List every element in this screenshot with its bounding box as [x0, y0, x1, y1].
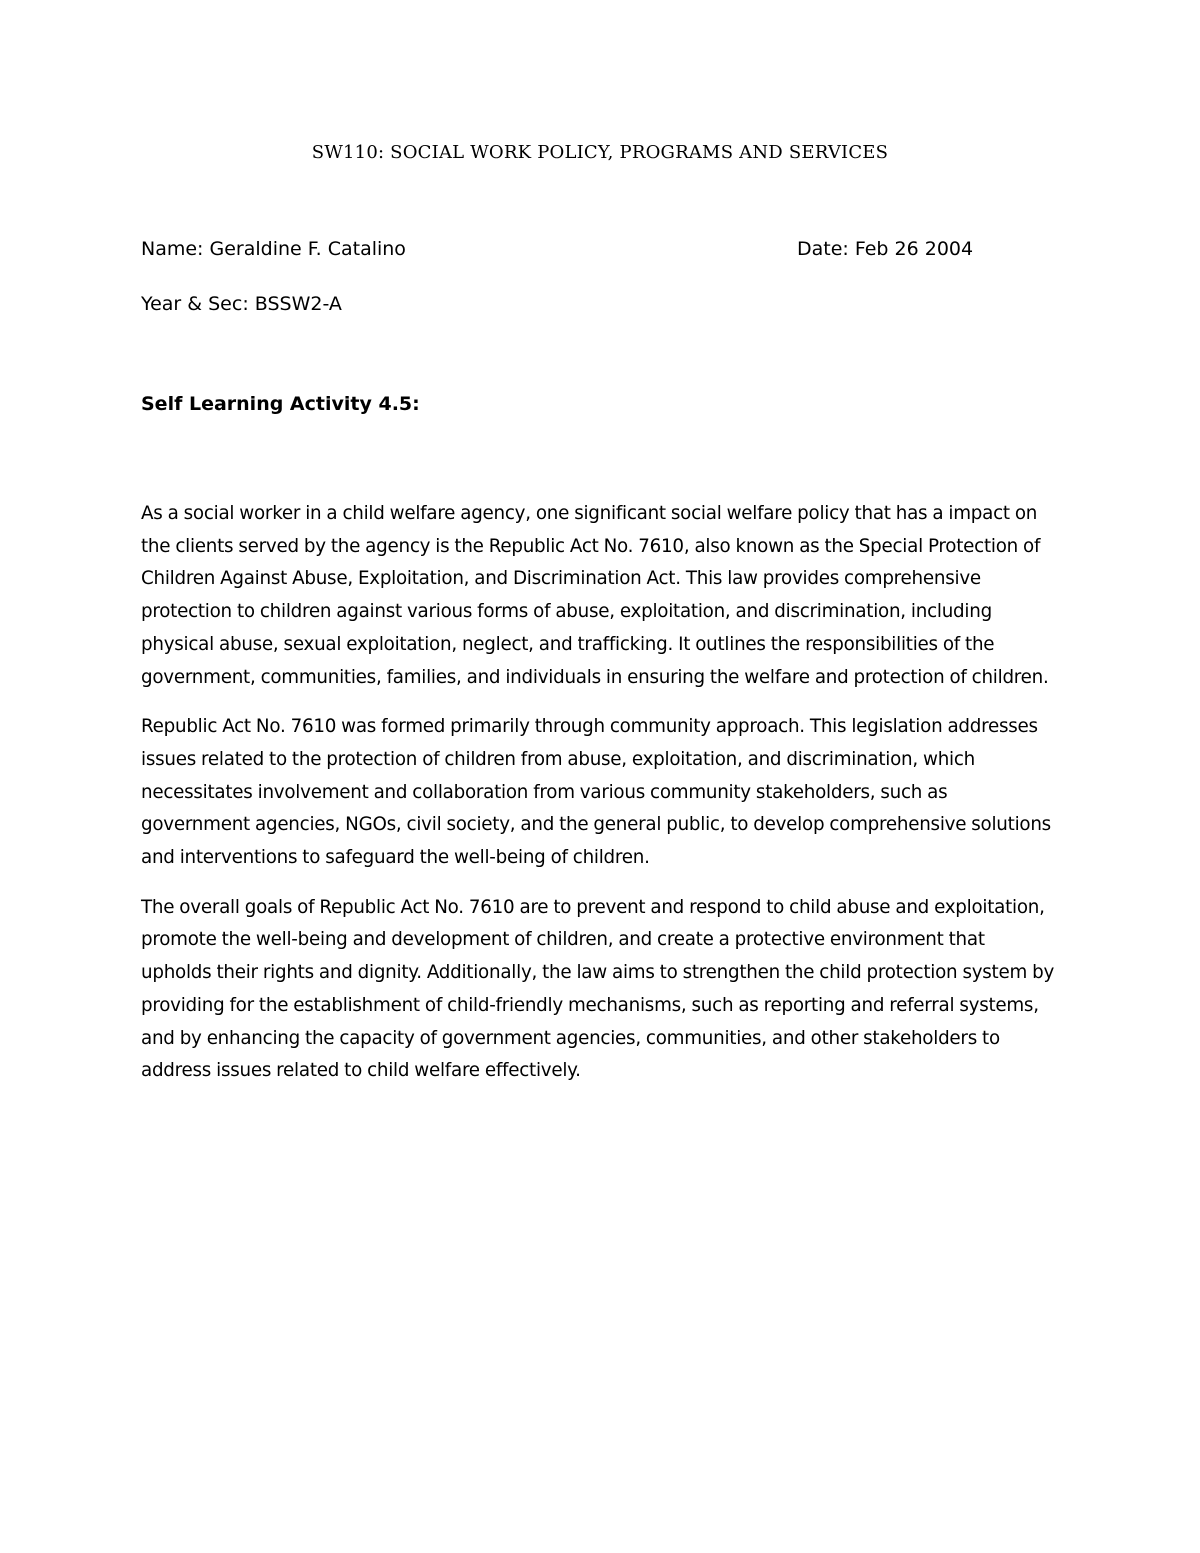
course-title: SW110: SOCIAL WORK POLICY, PROGRAMS AND SERVICES — [311, 142, 889, 163]
essay-paragraph: Republic Act No. 7610 was formed primarily through community approach. This legislation addresses issues related to the protection of children from abuse, exploitation, and discrimination, which necessitates involvement and collaboration from various community stakeholders, such as government agencies, NGOs, civil society, and the general public, to develop comprehensive solutions and interventions to safeguard the well-being of children. — [141, 716, 1051, 869]
activity-heading: Self Learning Activity 4.5: — [141, 393, 420, 415]
submission-date: Date: Feb 26 2004 — [797, 238, 974, 260]
essay-paragraph: As a social worker in a child welfare agency, one significant social welfare policy that has a impact on the clients served by the agency is the Republic Act No. 7610, also known as the Special Protection of Children Against Abuse, Exploitation, and Discrimination Act. This law provides comprehensive protection to children against various forms of abuse, exploitation, and discrimination, including physical abuse, sexual exploitation, neglect, and trafficking. It outlines the responsibilities of the government, communities, families, and individuals in ensuring the welfare and protection of children. — [141, 503, 1049, 688]
year-and-section: Year & Sec: BSSW2-A — [141, 293, 342, 315]
essay-body — [141, 498, 1056, 1105]
student-name: Name: Geraldine F. Catalino — [141, 238, 406, 260]
essay-paragraph: The overall goals of Republic Act No. 7610 are to prevent and respond to child abuse and exploitation, promote the well-being and development of children, and create a protective environment that upholds their rights and dignity. Additionally, the law aims to strengthen the child protection system by providing for the establishment of child-friendly mechanisms, such as reporting and referral systems, and by enhancing the capacity of government agencies, communities, and other stakeholders to address issues related to child welfare effectively. — [141, 896, 1055, 1082]
